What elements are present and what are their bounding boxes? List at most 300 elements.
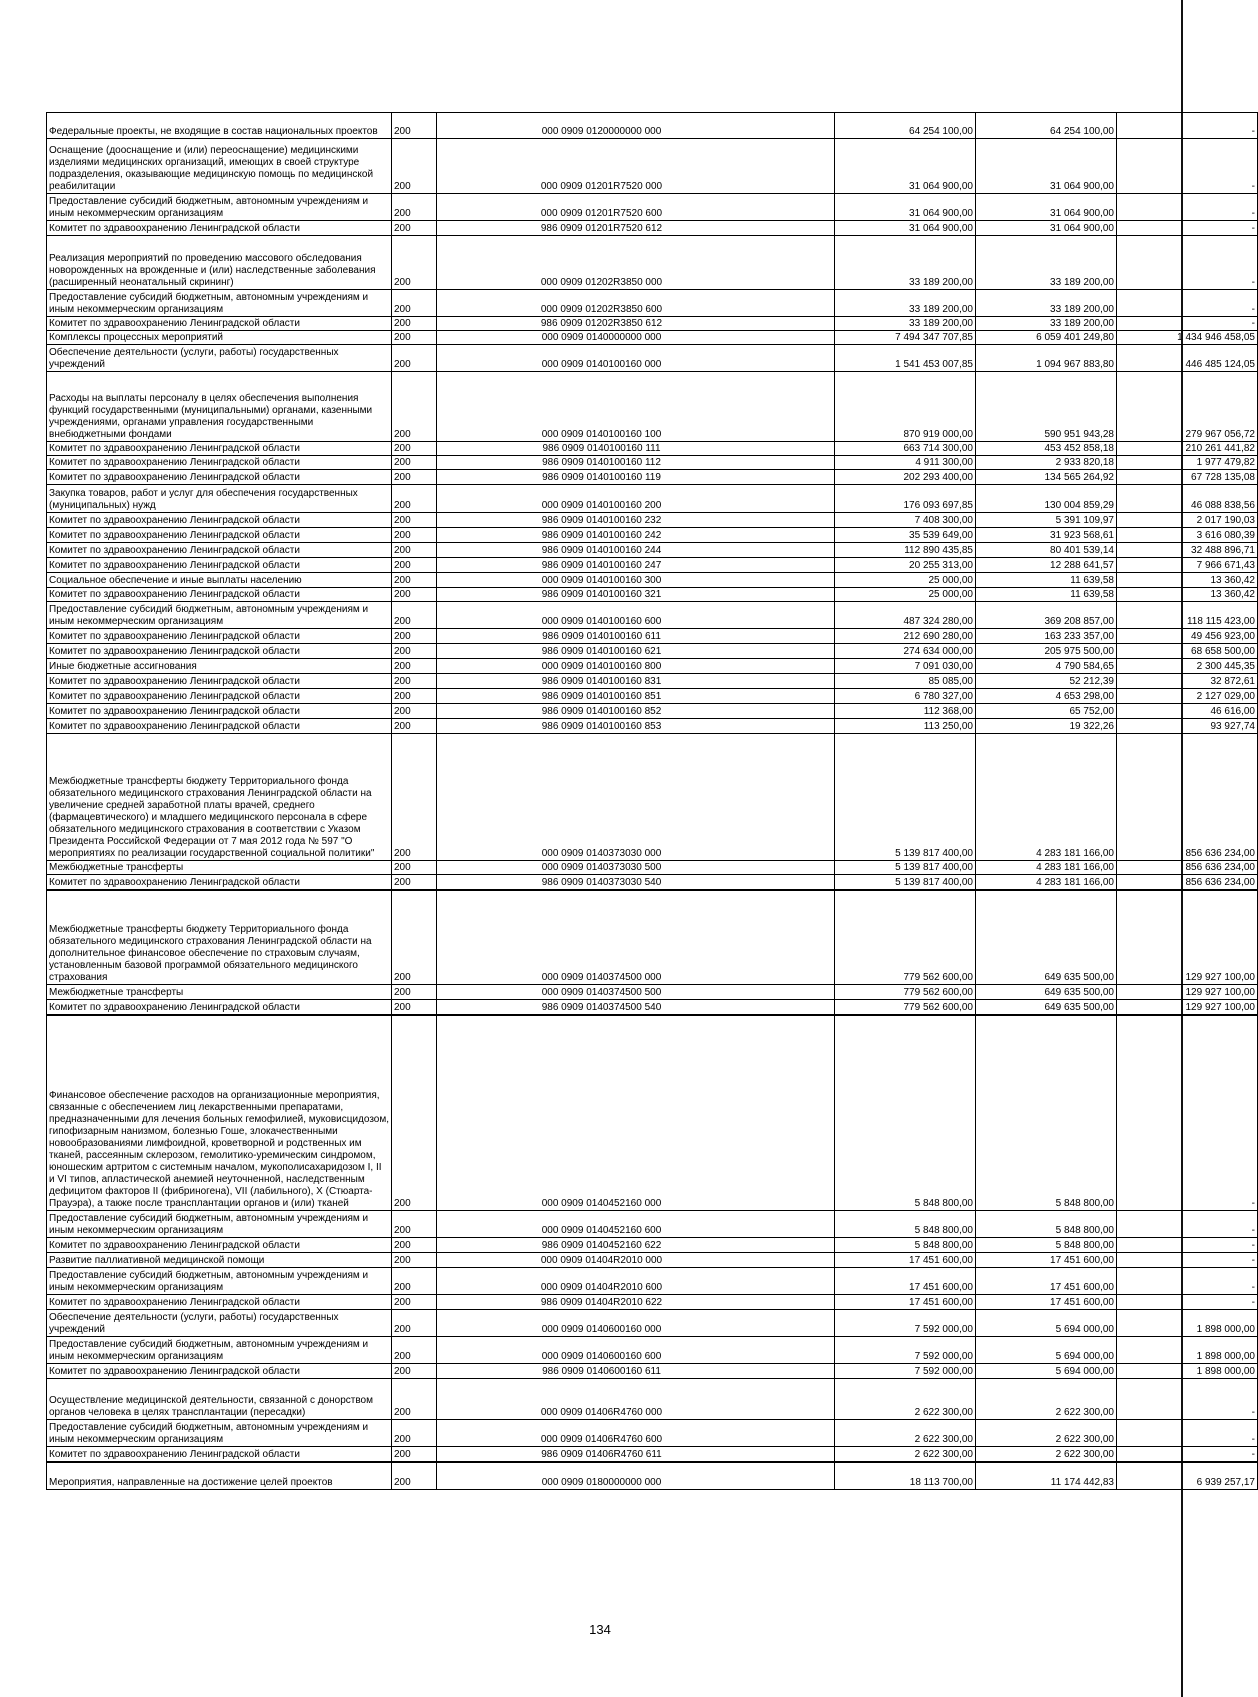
row-executed-cell: 453 452 858,18 [976,442,1117,456]
row-executed-cell: 590 951 943,28 [976,372,1117,442]
row-executed-cell: 1 094 967 883,80 [976,345,1117,372]
row-approved-cell: 2 622 300,00 [835,1420,976,1447]
row-budget-code-cell: 000 0909 0140100160 800 [437,659,835,674]
row-name-cell: Комплексы процессных мероприятий [47,331,392,345]
row-unexecuted-cell: - [1117,139,1258,194]
row-approved-cell: 663 714 300,00 [835,442,976,456]
row-name-cell: Комитет по здравоохранению Ленинградской области [47,317,392,331]
table-row [47,659,1258,674]
row-approved-cell: 7 592 000,00 [835,1310,976,1337]
row-unexecuted-cell: 1 898 000,00 [1117,1364,1258,1379]
row-approved-cell: 25 000,00 [835,573,976,588]
row-unexecuted-cell: 129 927 100,00 [1117,985,1258,1000]
table-row [47,345,1258,372]
row-admin-code-cell: 200 [392,317,437,331]
row-budget-code-cell: 000 0909 01201R7520 000 [437,139,835,194]
row-name-cell: Комитет по здравоохранению Ленинградской области [47,1238,392,1253]
row-budget-code-cell: 986 0909 0140100160 853 [437,719,835,734]
row-unexecuted-cell: - [1117,236,1258,290]
row-executed-cell: 17 451 600,00 [976,1268,1117,1295]
row-budget-code-cell: 000 0909 01406R4760 000 [437,1379,835,1420]
row-budget-code-cell: 000 0909 0180000000 000 [437,1462,835,1490]
row-approved-cell: 31 064 900,00 [835,194,976,221]
row-unexecuted-cell: 856 636 234,00 [1117,875,1258,890]
row-admin-code-cell: 200 [392,861,437,875]
row-executed-cell: 5 694 000,00 [976,1364,1117,1379]
table-row [47,890,1258,985]
row-approved-cell: 779 562 600,00 [835,985,976,1000]
row-unexecuted-cell: 2 017 190,03 [1117,513,1258,528]
table-row [47,573,1258,588]
table-row [47,602,1258,629]
row-unexecuted-cell: 68 658 500,00 [1117,644,1258,659]
row-unexecuted-cell: 1 898 000,00 [1117,1310,1258,1337]
row-budget-code-cell: 000 0909 0140374500 000 [437,890,835,985]
row-name-cell: Обеспечение деятельности (услуги, работы) государственных учреждений [47,345,392,372]
row-admin-code-cell: 200 [392,1379,437,1420]
row-budget-code-cell: 986 0909 0140600160 611 [437,1364,835,1379]
row-name-cell: Иные бюджетные ассигнования [47,659,392,674]
row-admin-code-cell: 200 [392,704,437,719]
row-admin-code-cell: 200 [392,470,437,485]
row-executed-cell: 2 933 820,18 [976,456,1117,470]
row-approved-cell: 17 451 600,00 [835,1295,976,1310]
row-unexecuted-cell: 118 115 423,00 [1117,602,1258,629]
row-approved-cell: 112 890 435,85 [835,543,976,558]
table-row [47,1295,1258,1310]
table-row [47,1238,1258,1253]
row-executed-cell: 205 975 500,00 [976,644,1117,659]
row-admin-code-cell: 200 [392,1268,437,1295]
row-unexecuted-cell: - [1117,1420,1258,1447]
row-executed-cell: 31 064 900,00 [976,194,1117,221]
row-admin-code-cell: 200 [392,1295,437,1310]
row-name-cell: Комитет по здравоохранению Ленинградской области [47,1447,392,1462]
row-approved-cell: 17 451 600,00 [835,1268,976,1295]
table-row [47,861,1258,875]
row-name-cell: Комитет по здравоохранению Ленинградской области [47,456,392,470]
row-admin-code-cell: 200 [392,734,437,861]
row-budget-code-cell: 986 0909 0140100160 232 [437,513,835,528]
row-name-cell: Предоставление субсидий бюджетным, автономным учреждениям и иным некоммерческим организациям [47,1211,392,1238]
row-approved-cell: 7 494 347 707,85 [835,331,976,345]
row-approved-cell: 779 562 600,00 [835,890,976,985]
row-budget-code-cell: 000 0909 0140452160 600 [437,1211,835,1238]
row-name-cell: Комитет по здравоохранению Ленинградской области [47,875,392,890]
table-row [47,734,1258,861]
row-admin-code-cell: 200 [392,719,437,734]
row-admin-code-cell: 200 [392,602,437,629]
table-row [47,985,1258,1000]
row-executed-cell: 134 565 264,92 [976,470,1117,485]
row-budget-code-cell: 986 0909 0140100160 244 [437,543,835,558]
row-executed-cell: 369 208 857,00 [976,602,1117,629]
row-unexecuted-cell: 13 360,42 [1117,588,1258,602]
row-executed-cell: 649 635 500,00 [976,1000,1117,1015]
row-unexecuted-cell: 446 485 124,05 [1117,345,1258,372]
row-name-cell: Осуществление медицинской деятельности, связанной с донорством органов человека в целях трансплантации (пересадки) [47,1379,392,1420]
budget-execution-table [46,112,1258,1490]
row-name-cell: Комитет по здравоохранению Ленинградской области [47,442,392,456]
row-approved-cell: 18 113 700,00 [835,1462,976,1490]
row-approved-cell: 17 451 600,00 [835,1253,976,1268]
row-admin-code-cell: 200 [392,345,437,372]
row-admin-code-cell: 200 [392,236,437,290]
row-admin-code-cell: 200 [392,659,437,674]
row-budget-code-cell: 986 0909 01404R2010 622 [437,1295,835,1310]
row-admin-code-cell: 200 [392,1337,437,1364]
row-name-cell: Социальное обеспечение и иные выплаты населению [47,573,392,588]
row-budget-code-cell: 000 0909 0140100160 300 [437,573,835,588]
row-executed-cell: 64 254 100,00 [976,113,1117,139]
row-budget-code-cell: 000 0909 01201R7520 600 [437,194,835,221]
row-executed-cell: 4 283 181 166,00 [976,861,1117,875]
row-executed-cell: 33 189 200,00 [976,236,1117,290]
table-row [47,629,1258,644]
row-budget-code-cell: 986 0909 0140100160 111 [437,442,835,456]
table-row [47,1310,1258,1337]
row-unexecuted-cell: - [1117,113,1258,139]
row-unexecuted-cell: 1 977 479,82 [1117,456,1258,470]
row-executed-cell: 80 401 539,14 [976,543,1117,558]
row-name-cell: Предоставление субсидий бюджетным, автономным учреждениям и иным некоммерческим организациям [47,1337,392,1364]
row-unexecuted-cell: - [1117,1295,1258,1310]
row-executed-cell: 52 212,39 [976,674,1117,689]
row-executed-cell: 31 923 568,61 [976,528,1117,543]
page-number: 134 [589,1622,611,1637]
row-admin-code-cell: 200 [392,1238,437,1253]
row-admin-code-cell: 200 [392,1253,437,1268]
row-admin-code-cell: 200 [392,113,437,139]
table-row [47,1253,1258,1268]
row-name-cell: Предоставление субсидий бюджетным, автономным учреждениям и иным некоммерческим организациям [47,1268,392,1295]
row-name-cell: Комитет по здравоохранению Ленинградской области [47,1364,392,1379]
table-row [47,1447,1258,1462]
row-admin-code-cell: 200 [392,1364,437,1379]
row-executed-cell: 2 622 300,00 [976,1379,1117,1420]
row-budget-code-cell: 000 0909 0140374500 500 [437,985,835,1000]
row-unexecuted-cell: 2 300 445,35 [1117,659,1258,674]
table-row [47,1462,1258,1490]
row-name-cell: Комитет по здравоохранению Ленинградской области [47,644,392,659]
row-executed-cell: 11 174 442,83 [976,1462,1117,1490]
row-name-cell: Комитет по здравоохранению Ленинградской области [47,1295,392,1310]
row-executed-cell: 5 848 800,00 [976,1238,1117,1253]
row-unexecuted-cell: - [1117,1211,1258,1238]
row-unexecuted-cell: 67 728 135,08 [1117,470,1258,485]
row-admin-code-cell: 200 [392,290,437,317]
row-approved-cell: 85 085,00 [835,674,976,689]
row-unexecuted-cell: - [1117,194,1258,221]
row-approved-cell: 274 634 000,00 [835,644,976,659]
row-admin-code-cell: 200 [392,558,437,573]
row-unexecuted-cell: - [1117,290,1258,317]
row-executed-cell: 163 233 357,00 [976,629,1117,644]
row-unexecuted-cell: 49 456 923,00 [1117,629,1258,644]
row-admin-code-cell: 200 [392,875,437,890]
row-approved-cell: 5 848 800,00 [835,1015,976,1211]
table-row [47,1015,1258,1211]
row-name-cell: Федеральные проекты, не входящие в состав национальных проектов [47,113,392,139]
row-budget-code-cell: 986 0909 01202R3850 612 [437,317,835,331]
row-approved-cell: 33 189 200,00 [835,290,976,317]
row-name-cell: Межбюджетные трансферты бюджету Территориального фонда обязательного медицинского страхования Ленинградской области на увеличение средней заработной платы врачей, среднего (фармацевтического) и младшего медицинского персонала в сфере обязательного медицинского страхования в соответствии с Указом Президента Российской Федерации от 7 мая 2012 года № 597 "О мероприятиях по реализации государственной социальной политики" [47,734,392,861]
row-budget-code-cell: 986 0909 01201R7520 612 [437,221,835,236]
row-unexecuted-cell: 32 872,61 [1117,674,1258,689]
table-row [47,674,1258,689]
row-name-cell: Межбюджетные трансферты [47,985,392,1000]
table-row [47,513,1258,528]
row-admin-code-cell: 200 [392,543,437,558]
row-executed-cell: 2 622 300,00 [976,1447,1117,1462]
row-approved-cell: 64 254 100,00 [835,113,976,139]
row-budget-code-cell: 000 0909 0140000000 000 [437,331,835,345]
row-budget-code-cell: 000 0909 0140600160 000 [437,1310,835,1337]
row-budget-code-cell: 000 0909 0140100160 000 [437,345,835,372]
row-admin-code-cell: 200 [392,485,437,513]
row-executed-cell: 31 064 900,00 [976,139,1117,194]
row-executed-cell: 649 635 500,00 [976,890,1117,985]
row-approved-cell: 7 408 300,00 [835,513,976,528]
row-executed-cell: 33 189 200,00 [976,290,1117,317]
row-executed-cell: 130 004 859,29 [976,485,1117,513]
row-approved-cell: 5 139 817 400,00 [835,734,976,861]
row-admin-code-cell: 200 [392,629,437,644]
row-name-cell: Реализация мероприятий по проведению массового обследования новорожденных на врожденные и (или) наследственные заболевания (расширенный неонатальный скрининг) [47,236,392,290]
row-unexecuted-cell: 129 927 100,00 [1117,1000,1258,1015]
row-unexecuted-cell: - [1117,317,1258,331]
row-budget-code-cell: 000 0909 0120000000 000 [437,113,835,139]
table-row [47,1379,1258,1420]
row-executed-cell: 4 653 298,00 [976,689,1117,704]
row-name-cell: Комитет по здравоохранению Ленинградской области [47,513,392,528]
row-admin-code-cell: 200 [392,442,437,456]
row-approved-cell: 7 592 000,00 [835,1337,976,1364]
row-unexecuted-cell: - [1117,1268,1258,1295]
table-row [47,442,1258,456]
row-executed-cell: 17 451 600,00 [976,1295,1117,1310]
row-unexecuted-cell: 46 088 838,56 [1117,485,1258,513]
row-budget-code-cell: 986 0909 0140100160 321 [437,588,835,602]
row-approved-cell: 33 189 200,00 [835,317,976,331]
row-approved-cell: 112 368,00 [835,704,976,719]
row-approved-cell: 487 324 280,00 [835,602,976,629]
table-row [47,719,1258,734]
row-budget-code-cell: 986 0909 0140100160 852 [437,704,835,719]
row-admin-code-cell: 200 [392,331,437,345]
row-budget-code-cell: 000 0909 01202R3850 600 [437,290,835,317]
row-unexecuted-cell: 13 360,42 [1117,573,1258,588]
row-unexecuted-cell: 129 927 100,00 [1117,890,1258,985]
row-admin-code-cell: 200 [392,689,437,704]
row-admin-code-cell: 200 [392,588,437,602]
row-admin-code-cell: 200 [392,1000,437,1015]
row-budget-code-cell: 000 0909 01404R2010 600 [437,1268,835,1295]
row-approved-cell: 2 622 300,00 [835,1447,976,1462]
row-executed-cell: 33 189 200,00 [976,317,1117,331]
row-approved-cell: 4 911 300,00 [835,456,976,470]
row-approved-cell: 33 189 200,00 [835,236,976,290]
row-admin-code-cell: 200 [392,194,437,221]
table-row [47,194,1258,221]
table-row [47,456,1258,470]
row-admin-code-cell: 200 [392,644,437,659]
row-name-cell: Мероприятия, направленные на достижение целей проектов [47,1462,392,1490]
row-approved-cell: 870 919 000,00 [835,372,976,442]
row-name-cell: Комитет по здравоохранению Ленинградской области [47,629,392,644]
row-budget-code-cell: 986 0909 0140100160 851 [437,689,835,704]
row-name-cell: Предоставление субсидий бюджетным, автономным учреждениям и иным некоммерческим организациям [47,1420,392,1447]
row-unexecuted-cell: 6 939 257,17 [1117,1462,1258,1490]
table-row [47,1364,1258,1379]
row-approved-cell: 202 293 400,00 [835,470,976,485]
table-row [47,317,1258,331]
row-admin-code-cell: 200 [392,1447,437,1462]
row-admin-code-cell: 200 [392,1462,437,1490]
row-unexecuted-cell: 279 967 056,72 [1117,372,1258,442]
row-unexecuted-cell: 210 261 441,82 [1117,442,1258,456]
row-budget-code-cell: 986 0909 0140452160 622 [437,1238,835,1253]
row-name-cell: Межбюджетные трансферты бюджету Территориального фонда обязательного медицинского страхования Ленинградской области на дополнительное финансовое обеспечение по страховым случаям, установленным базовой программой обязательного медицинского страхования [47,890,392,985]
row-admin-code-cell: 200 [392,1420,437,1447]
row-unexecuted-cell: 856 636 234,00 [1117,861,1258,875]
row-executed-cell: 5 848 800,00 [976,1015,1117,1211]
table-row [47,221,1258,236]
row-approved-cell: 35 539 649,00 [835,528,976,543]
row-executed-cell: 5 391 109,97 [976,513,1117,528]
row-name-cell: Закупка товаров, работ и услуг для обеспечения государственных (муниципальных) нужд [47,485,392,513]
table-row [47,875,1258,890]
row-executed-cell: 4 283 181 166,00 [976,734,1117,861]
row-executed-cell: 11 639,58 [976,573,1117,588]
row-name-cell: Предоставление субсидий бюджетным, автономным учреждениям и иным некоммерческим организациям [47,290,392,317]
row-admin-code-cell: 200 [392,456,437,470]
row-approved-cell: 7 091 030,00 [835,659,976,674]
row-unexecuted-cell: 1 898 000,00 [1117,1337,1258,1364]
row-executed-cell: 5 694 000,00 [976,1310,1117,1337]
row-approved-cell: 7 592 000,00 [835,1364,976,1379]
row-budget-code-cell: 986 0909 0140374500 540 [437,1000,835,1015]
row-name-cell: Предоставление субсидий бюджетным, автономным учреждениям и иным некоммерческим организациям [47,194,392,221]
row-unexecuted-cell: - [1117,1015,1258,1211]
table-row [47,113,1258,139]
table-body [47,113,1258,1490]
table-row [47,1420,1258,1447]
row-name-cell: Комитет по здравоохранению Ленинградской области [47,221,392,236]
row-approved-cell: 5 848 800,00 [835,1238,976,1253]
row-admin-code-cell: 200 [392,528,437,543]
row-budget-code-cell: 986 0909 0140100160 611 [437,629,835,644]
row-name-cell: Комитет по здравоохранению Ленинградской области [47,674,392,689]
row-approved-cell: 113 250,00 [835,719,976,734]
row-name-cell: Комитет по здравоохранению Ленинградской области [47,689,392,704]
row-executed-cell: 5 848 800,00 [976,1211,1117,1238]
row-approved-cell: 5 139 817 400,00 [835,861,976,875]
row-unexecuted-cell: - [1117,1447,1258,1462]
row-budget-code-cell: 986 0909 0140100160 119 [437,470,835,485]
row-unexecuted-cell: - [1117,1238,1258,1253]
row-unexecuted-cell: 46 616,00 [1117,704,1258,719]
row-unexecuted-cell: 856 636 234,00 [1117,734,1258,861]
table-row [47,1268,1258,1295]
row-approved-cell: 779 562 600,00 [835,1000,976,1015]
row-executed-cell: 4 790 584,65 [976,659,1117,674]
row-approved-cell: 176 093 697,85 [835,485,976,513]
table-row [47,543,1258,558]
row-budget-code-cell: 000 0909 0140373030 500 [437,861,835,875]
row-admin-code-cell: 200 [392,573,437,588]
row-approved-cell: 25 000,00 [835,588,976,602]
row-name-cell: Оснащение (дооснащение и (или) переоснащение) медицинскими изделиями медицинских организаций, имеющих в своей структуре подразделения, оказывающие медицинскую помощь по медицинской реабилитации [47,139,392,194]
row-admin-code-cell: 200 [392,985,437,1000]
row-budget-code-cell: 986 0909 0140100160 242 [437,528,835,543]
table-row [47,1337,1258,1364]
row-executed-cell: 19 322,26 [976,719,1117,734]
row-name-cell: Финансовое обеспечение расходов на организационные мероприятия, связанные с обеспечением лиц лекарственными препаратами, предназначенными для лечения больных гемофилией, муковисцидозом, гипофизарным нанизмом, болезнью Гоше, злокачественными новообразованиями лимфоидной, кроветворной и родственных им тканей, рассеянным склерозом, гемолитико-уремическим синдромом, юношеским артритом с системным началом, мукополисахаридозом I, II и VI типов, апластической анемией неуточненной, наследственным дефицитом факторов II (фибриногена), VII (лабильного), X (Стюарта-Прауэра), а также после трансплантации органов и (или) тканей [47,1015,392,1211]
row-admin-code-cell: 200 [392,1310,437,1337]
row-approved-cell: 2 622 300,00 [835,1379,976,1420]
row-admin-code-cell: 200 [392,221,437,236]
row-admin-code-cell: 200 [392,139,437,194]
row-approved-cell: 20 255 313,00 [835,558,976,573]
row-unexecuted-cell: 93 927,74 [1117,719,1258,734]
table-row [47,558,1258,573]
row-unexecuted-cell: - [1117,1379,1258,1420]
row-approved-cell: 5 139 817 400,00 [835,875,976,890]
table-row [47,689,1258,704]
row-budget-code-cell: 000 0909 0140100160 600 [437,602,835,629]
row-name-cell: Расходы на выплаты персоналу в целях обеспечения выполнения функций государственными (муниципальными) органами, казенными учреждениями, органами управления государственными внебюджетными фондами [47,372,392,442]
row-executed-cell: 31 064 900,00 [976,221,1117,236]
table-row [47,331,1258,345]
row-approved-cell: 1 541 453 007,85 [835,345,976,372]
row-executed-cell: 649 635 500,00 [976,985,1117,1000]
row-name-cell: Комитет по здравоохранению Ленинградской области [47,719,392,734]
table-row [47,372,1258,442]
row-name-cell: Комитет по здравоохранению Ленинградской области [47,543,392,558]
row-admin-code-cell: 200 [392,674,437,689]
table-row [47,588,1258,602]
row-name-cell: Комитет по здравоохранению Ленинградской области [47,1000,392,1015]
table-row [47,528,1258,543]
row-unexecuted-cell: 3 616 080,39 [1117,528,1258,543]
row-budget-code-cell: 000 0909 0140100160 100 [437,372,835,442]
row-executed-cell: 5 694 000,00 [976,1337,1117,1364]
row-executed-cell: 11 639,58 [976,588,1117,602]
row-unexecuted-cell: 32 488 896,71 [1117,543,1258,558]
table-row [47,1000,1258,1015]
table-row [47,470,1258,485]
row-budget-code-cell: 000 0909 0140373030 000 [437,734,835,861]
row-name-cell: Комитет по здравоохранению Ленинградской области [47,704,392,719]
row-admin-code-cell: 200 [392,1211,437,1238]
row-name-cell: Предоставление субсидий бюджетным, автономным учреждениям и иным некоммерческим организациям [47,602,392,629]
table-row [47,644,1258,659]
row-budget-code-cell: 986 0909 0140100160 831 [437,674,835,689]
row-budget-code-cell: 986 0909 01406R4760 611 [437,1447,835,1462]
table-row [47,236,1258,290]
table-row [47,1211,1258,1238]
row-name-cell: Комитет по здравоохранению Ленинградской области [47,528,392,543]
row-budget-code-cell: 986 0909 0140100160 621 [437,644,835,659]
row-name-cell: Развитие паллиативной медицинской помощи [47,1253,392,1268]
row-executed-cell: 65 752,00 [976,704,1117,719]
row-unexecuted-cell: 7 966 671,43 [1117,558,1258,573]
row-unexecuted-cell: 1 434 946 458,05 [1117,331,1258,345]
row-budget-code-cell: 000 0909 0140600160 600 [437,1337,835,1364]
row-approved-cell: 6 780 327,00 [835,689,976,704]
row-executed-cell: 4 283 181 166,00 [976,875,1117,890]
